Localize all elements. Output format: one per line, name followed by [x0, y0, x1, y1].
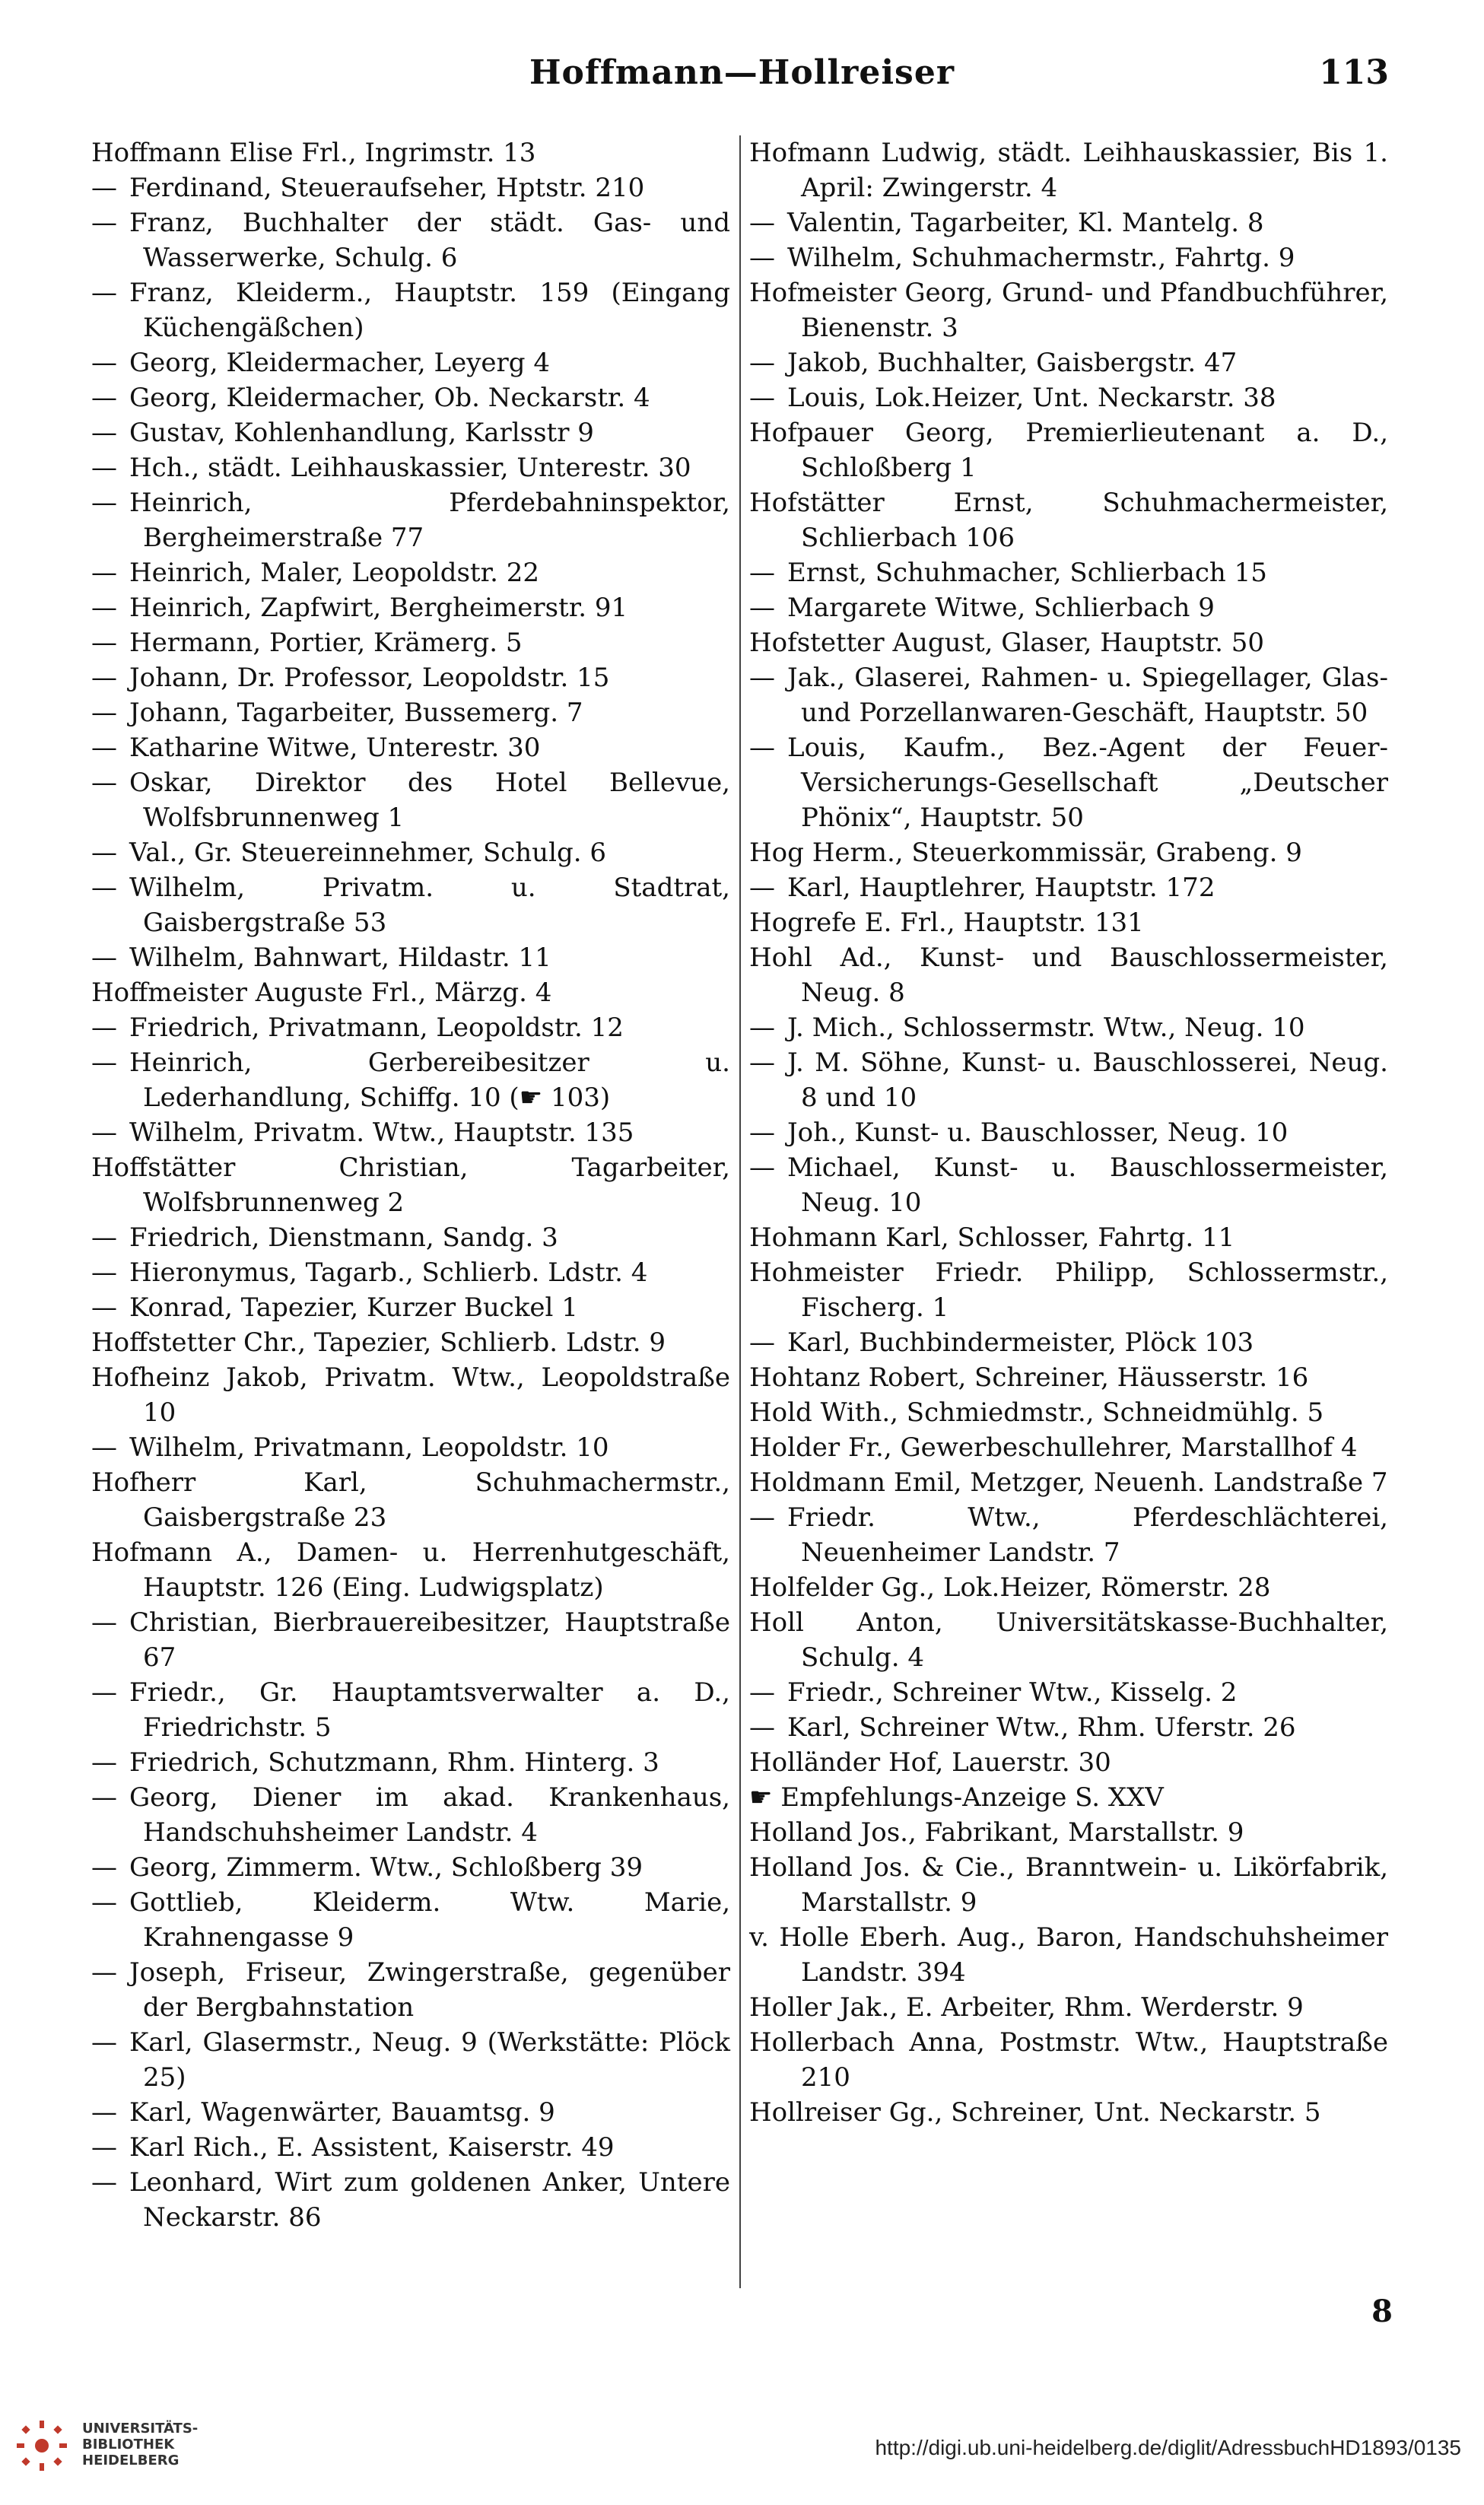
repeat-name-dash: — — [91, 628, 117, 658]
repeat-name-dash: — — [91, 173, 117, 203]
directory-entry — [749, 1570, 1388, 1605]
directory-entry — [91, 450, 730, 485]
entry-text: Hieronymus, Tagarb., Schlierb. Ldstr. 4 — [129, 1257, 648, 1288]
repeat-name-dash: — — [91, 558, 117, 588]
entry-text: Franz, Buchhalter der städt. Gas- und Wasserwerke, Schulg. 6 — [129, 208, 730, 273]
entry-text: Hollreiser Gg., Schreiner, Unt. Neckarstr. 5 — [749, 2097, 1321, 2128]
library-name-line: BIBLIOTHEK — [82, 2437, 175, 2453]
directory-entry — [749, 1115, 1388, 1150]
directory-entry — [749, 1605, 1388, 1675]
directory-entry — [91, 380, 730, 415]
directory-entry — [91, 485, 730, 555]
repeat-name-dash: — — [749, 1677, 775, 1708]
entry-text: Georg, Kleidermacher, Ob. Neckarstr. 4 — [129, 383, 650, 413]
repeat-name-dash: — — [91, 1257, 117, 1288]
source-url-link[interactable]: http://digi.ub.uni-heidelberg.de/diglit/AdressbuchHD1893/0135 — [875, 2436, 1461, 2459]
directory-entry — [749, 1360, 1388, 1395]
entry-text: Oskar, Direktor des Hotel Bellevue, Wolfsbrunnenweg 1 — [129, 768, 730, 833]
directory-entry — [91, 1290, 730, 1325]
directory-entry — [91, 1955, 730, 2025]
directory-entry — [91, 345, 730, 380]
entry-text: Jak., Glaserei, Rahmen- u. Spiegellager, Glas- und Porzellanwaren-Geschäft, Hauptstr. 50 — [787, 663, 1388, 728]
library-name — [82, 2421, 198, 2468]
repeat-name-dash: — — [91, 663, 117, 693]
entry-text: Holland Jos. & Cie., Branntwein- u. Likörfabrik, Marstallstr. 9 — [749, 1852, 1388, 1918]
directory-entry — [749, 1255, 1388, 1325]
entry-text: Michael, Kunst- u. Bauschlossermeister, Neug. 10 — [787, 1152, 1388, 1218]
entry-text: Jakob, Buchhalter, Gaisbergstr. 47 — [787, 348, 1238, 378]
entry-text: Friedrich, Dienstmann, Sandg. 3 — [129, 1222, 558, 1253]
directory-entry — [749, 275, 1388, 345]
repeat-name-dash: — — [91, 1222, 117, 1253]
entry-text: Friedrich, Privatmann, Leopoldstr. 12 — [129, 1012, 624, 1043]
directory-entry — [91, 555, 730, 590]
directory-entry — [91, 2165, 730, 2235]
repeat-name-dash: — — [749, 733, 775, 763]
entry-text: Hohl Ad., Kunst- und Bauschlossermeister, Neug. 8 — [749, 943, 1388, 1008]
repeat-name-dash: — — [749, 1012, 775, 1043]
directory-entry — [91, 1675, 730, 1745]
repeat-name-dash: — — [749, 1117, 775, 1148]
entry-text: Hoffmann Elise Frl., Ingrimstr. 13 — [91, 138, 536, 168]
repeat-name-dash: — — [749, 208, 775, 238]
entry-text: Georg, Kleidermacher, Leyerg 4 — [129, 348, 550, 378]
entry-text: Hollerbach Anna, Postmstr. Wtw., Hauptstraße 210 — [749, 2027, 1388, 2093]
entry-text: Holler Jak., E. Arbeiter, Rhm. Werderstr. 9 — [749, 1992, 1304, 2023]
directory-entry — [91, 940, 730, 975]
repeat-name-dash: — — [91, 593, 117, 623]
entry-text: Hch., städt. Leihhauskassier, Unterestr. 30 — [129, 453, 691, 483]
directory-entry — [91, 835, 730, 870]
repeat-name-dash: — — [91, 208, 117, 238]
entry-text: Holländer Hof, Lauerstr. 30 — [749, 1747, 1111, 1778]
directory-entry — [749, 1990, 1388, 2025]
entry-text: Wilhelm, Privatmann, Leopoldstr. 10 — [129, 1432, 609, 1463]
repeat-name-dash: — — [91, 383, 117, 413]
repeat-name-dash: — — [91, 1012, 117, 1043]
repeat-name-dash: — — [749, 348, 775, 378]
directory-entry — [749, 1150, 1388, 1220]
entry-text: Karl Rich., E. Assistent, Kaiserstr. 49 — [129, 2132, 615, 2163]
entry-text: Holl Anton, Universitätskasse-Buchhalter, Schulg. 4 — [749, 1607, 1388, 1673]
entry-text: Hoffstetter Chr., Tapezier, Schlierb. Ldstr. 9 — [91, 1327, 666, 1358]
entry-text: Louis, Lok.Heizer, Unt. Neckarstr. 38 — [787, 383, 1276, 413]
entry-text: Karl, Glasermstr., Neug. 9 (Werkstätte: Plöck 25) — [129, 2027, 730, 2093]
entry-text: Hofstätter Ernst, Schuhmachermeister, Schlierbach 106 — [749, 488, 1388, 553]
entry-text: v. Holle Eberh. Aug., Baron, Handschuhsheimer Landstr. 394 — [749, 1922, 1388, 1988]
directory-entry — [91, 1430, 730, 1465]
repeat-name-dash: — — [91, 278, 117, 308]
directory-entry — [91, 625, 730, 660]
directory-entry — [749, 1920, 1388, 1990]
entry-text: Hermann, Portier, Krämerg. 5 — [129, 628, 523, 658]
directory-entry — [91, 1850, 730, 1885]
repeat-name-dash: — — [91, 1747, 117, 1778]
directory-entry — [91, 1115, 730, 1150]
entry-text: Wilhelm, Privatm. Wtw., Hauptstr. 135 — [129, 1117, 634, 1148]
directory-entry — [91, 1360, 730, 1430]
entry-text: Ernst, Schuhmacher, Schlierbach 15 — [787, 558, 1267, 588]
entry-text: Ferdinand, Steueraufseher, Hptstr. 210 — [129, 173, 645, 203]
repeat-name-dash: — — [91, 1957, 117, 1988]
repeat-name-dash: — — [91, 1852, 117, 1883]
repeat-name-dash: — — [91, 418, 117, 448]
directory-entry — [749, 590, 1388, 625]
repeat-name-dash: — — [91, 1432, 117, 1463]
directory-entry — [749, 205, 1388, 240]
entry-text: Joseph, Friseur, Zwingerstraße, gegenüber der Bergbahnstation — [129, 1957, 730, 2023]
repeat-name-dash: — — [91, 488, 117, 518]
entry-text: Hoffstätter Christian, Tagarbeiter, Wolfsbrunnenweg 2 — [91, 1152, 730, 1218]
entry-text: Margarete Witwe, Schlierbach 9 — [787, 593, 1215, 623]
directory-entry — [749, 2095, 1388, 2130]
directory-entry — [749, 1010, 1388, 1045]
directory-entry — [749, 1850, 1388, 1920]
entry-text: Hofmann A., Damen- u. Herrenhutgeschäft, Hauptstr. 126 (Eing. Ludwigsplatz) — [91, 1537, 730, 1603]
entry-text: Heinrich, Gerbereibesitzer u. Lederhandlung, Schiffg. 10 (☛ 103) — [129, 1047, 730, 1113]
repeat-name-dash: — — [91, 1887, 117, 1918]
directory-entry — [91, 1325, 730, 1360]
directory-entry — [91, 1220, 730, 1255]
entry-text: Gustav, Kohlenhandlung, Karlsstr 9 — [129, 418, 594, 448]
repeat-name-dash: — — [749, 1712, 775, 1743]
entry-text: Louis, Kaufm., Bez.-Agent der Feuer-Versicherungs-Gesellschaft „Deutscher Phönix“, Hauptstr. 50 — [787, 733, 1388, 833]
entry-text: Holfelder Gg., Lok.Heizer, Römerstr. 28 — [749, 1572, 1271, 1603]
entry-text: Friedr., Gr. Hauptamtsverwalter a. D., Friedrichstr. 5 — [129, 1677, 730, 1743]
entry-text: Wilhelm, Schuhmachermstr., Fahrtg. 9 — [787, 243, 1295, 273]
repeat-name-dash: — — [91, 2167, 117, 2198]
page-footer — [0, 2404, 1484, 2495]
entry-text: Karl, Schreiner Wtw., Rhm. Uferstr. 26 — [787, 1712, 1296, 1743]
entry-text: Hohtanz Robert, Schreiner, Häusserstr. 16 — [749, 1362, 1309, 1393]
library-name-line: UNIVERSITÄTS- — [82, 2421, 199, 2437]
directory-entry — [749, 1710, 1388, 1745]
directory-entry — [749, 940, 1388, 1010]
directory-entry — [91, 660, 730, 695]
directory-entry — [749, 905, 1388, 940]
directory-entry — [91, 1010, 730, 1045]
directory-entry — [91, 1045, 730, 1115]
directory-entry — [91, 170, 730, 205]
entry-text: Karl, Hauptlehrer, Hauptstr. 172 — [787, 873, 1215, 903]
entry-text: Georg, Diener im akad. Krankenhaus, Handschuhsheimer Landstr. 4 — [129, 1782, 730, 1848]
directory-entry — [91, 1535, 730, 1605]
repeat-name-dash: — — [91, 698, 117, 728]
entry-text: Valentin, Tagarbeiter, Kl. Mantelg. 8 — [787, 208, 1264, 238]
directory-entry — [749, 240, 1388, 275]
directory-entry — [749, 1045, 1388, 1115]
entry-text: Heinrich, Pferdebahninspektor, Bergheimerstraße 77 — [129, 488, 730, 553]
directory-entry — [749, 1395, 1388, 1430]
entry-text: Hofmann Ludwig, städt. Leihhauskassier, Bis 1. April: Zwingerstr. 4 — [749, 138, 1388, 203]
directory-entry — [749, 1815, 1388, 1850]
directory-entry — [749, 1430, 1388, 1465]
repeat-name-dash: — — [91, 1607, 117, 1638]
repeat-name-dash: — — [749, 243, 775, 273]
page-number: 113 — [1319, 53, 1389, 92]
directory-entry — [91, 205, 730, 275]
directory-entry — [91, 870, 730, 940]
repeat-name-dash: — — [91, 1117, 117, 1148]
directory-entry — [91, 1745, 730, 1780]
directory-entry — [91, 275, 730, 345]
directory-entry — [749, 835, 1388, 870]
directory-entry — [749, 1675, 1388, 1710]
entry-text: Hog Herm., Steuerkommissär, Grabeng. 9 — [749, 838, 1302, 868]
repeat-name-dash: — — [749, 1047, 775, 1078]
entry-text: Hogrefe E. Frl., Hauptstr. 131 — [749, 908, 1144, 938]
directory-entry — [91, 1465, 730, 1535]
repeat-name-dash: — — [749, 558, 775, 588]
repeat-name-dash: — — [91, 733, 117, 763]
directory-entry — [749, 660, 1388, 730]
directory-entry — [749, 1465, 1388, 1500]
directory-entry — [91, 2095, 730, 2130]
directory-entry — [91, 975, 730, 1010]
entry-text: Wilhelm, Privatm. u. Stadtrat, Gaisbergstraße 53 — [129, 873, 730, 938]
repeat-name-dash: — — [91, 1292, 117, 1323]
entry-text: Hohmeister Friedr. Philipp, Schlossermstr., Fischerg. 1 — [749, 1257, 1388, 1323]
directory-entry — [91, 2025, 730, 2095]
repeat-name-dash: — — [749, 873, 775, 903]
entry-text: Holdmann Emil, Metzger, Neuenh. Landstraße 7 — [749, 1467, 1388, 1498]
running-title: Hoffmann—Hollreiser — [529, 53, 955, 92]
entry-text: J. M. Söhne, Kunst- u. Bauschlosserei, Neug. 8 und 10 — [787, 1047, 1388, 1113]
directory-entry — [749, 135, 1388, 205]
entry-text: Hofherr Karl, Schuhmachermstr., Gaisbergstraße 23 — [91, 1467, 730, 1533]
entry-text: Hofmeister Georg, Grund- und Pfandbuchführer, Bienenstr. 3 — [749, 278, 1388, 343]
right-column — [749, 135, 1388, 2130]
directory-entry — [91, 695, 730, 730]
directory-entry — [749, 1220, 1388, 1255]
entry-text: Holder Fr., Gewerbeschullehrer, Marstallhof 4 — [749, 1432, 1358, 1463]
directory-entry — [91, 1255, 730, 1290]
entry-text: Katharine Witwe, Unterestr. 30 — [129, 733, 541, 763]
library-name-line: HEIDELBERG — [82, 2453, 180, 2468]
entry-text: Karl, Wagenwärter, Bauamtsg. 9 — [129, 2097, 555, 2128]
entry-text: Heinrich, Zapfwirt, Bergheimerstr. 91 — [129, 593, 628, 623]
entry-text: Friedrich, Schutzmann, Rhm. Hinterg. 3 — [129, 1747, 659, 1778]
entry-text: Johann, Tagarbeiter, Bussemerg. 7 — [129, 698, 583, 728]
directory-entry — [91, 590, 730, 625]
repeat-name-dash: — — [749, 663, 775, 693]
repeat-name-dash: — — [749, 1327, 775, 1358]
entry-text: Hofpauer Georg, Premierlieutenant a. D., Schloßberg 1 — [749, 418, 1388, 483]
entry-text: Friedr. Wtw., Pferdeschlächterei, Neuenheimer Landstr. 7 — [787, 1502, 1388, 1568]
directory-entry — [749, 1325, 1388, 1360]
entry-text: Franz, Kleiderm., Hauptstr. 159 (Eingang Küchengäßchen) — [129, 278, 730, 343]
directory-entry — [91, 1605, 730, 1675]
entry-text: Hofheinz Jakob, Privatm. Wtw., Leopoldstraße 10 — [91, 1362, 730, 1428]
entry-text: Heinrich, Maler, Leopoldstr. 22 — [129, 558, 539, 588]
entry-text: Holland Jos., Fabrikant, Marstallstr. 9 — [749, 1817, 1244, 1848]
repeat-name-dash: — — [91, 768, 117, 798]
entry-text: Konrad, Tapezier, Kurzer Buckel 1 — [129, 1292, 578, 1323]
repeat-name-dash: — — [91, 348, 117, 378]
university-library-logo-icon — [15, 2419, 68, 2472]
directory-entry — [749, 870, 1388, 905]
entry-text: Wilhelm, Bahnwart, Hildastr. 11 — [129, 943, 551, 973]
directory-entry — [749, 1745, 1388, 1780]
entry-text: Hoffmeister Auguste Frl., Märzg. 4 — [91, 978, 552, 1008]
directory-entry — [91, 1780, 730, 1850]
repeat-name-dash: — — [91, 873, 117, 903]
directory-entry — [91, 765, 730, 835]
directory-entry — [749, 555, 1388, 590]
entry-text: Hofstetter August, Glaser, Hauptstr. 50 — [749, 628, 1265, 658]
directory-entry — [749, 1780, 1388, 1815]
directory-entry — [749, 345, 1388, 380]
repeat-name-dash: — — [91, 2132, 117, 2163]
entry-text: ☛ Empfehlungs-Anzeige S. XXV — [749, 1782, 1164, 1813]
directory-entry — [749, 1500, 1388, 1570]
left-column — [91, 135, 730, 2235]
entry-text: Val., Gr. Steuereinnehmer, Schulg. 6 — [129, 838, 606, 868]
signature-mark: 8 — [1371, 2294, 1393, 2329]
repeat-name-dash: — — [91, 1677, 117, 1708]
page-header — [0, 47, 1484, 108]
repeat-name-dash: — — [749, 1502, 775, 1533]
directory-entry — [749, 730, 1388, 835]
entry-text: Gottlieb, Kleiderm. Wtw. Marie, Krahnengasse 9 — [129, 1887, 730, 1953]
entry-text: Johann, Dr. Professor, Leopoldstr. 15 — [129, 663, 610, 693]
repeat-name-dash: — — [91, 2097, 117, 2128]
entry-text: Hold With., Schmiedmstr., Schneidmühlg. 5 — [749, 1397, 1324, 1428]
entry-text: Hohmann Karl, Schlosser, Fahrtg. 11 — [749, 1222, 1235, 1253]
entry-text: J. Mich., Schlossermstr. Wtw., Neug. 10 — [787, 1012, 1305, 1043]
directory-entry — [749, 485, 1388, 555]
repeat-name-dash: — — [749, 383, 775, 413]
entry-text: Karl, Buchbindermeister, Plöck 103 — [787, 1327, 1254, 1358]
entry-text: Christian, Bierbrauereibesitzer, Hauptstraße 67 — [129, 1607, 730, 1673]
directory-entry — [91, 730, 730, 765]
directory-entry — [91, 2130, 730, 2165]
repeat-name-dash: — — [749, 593, 775, 623]
repeat-name-dash: — — [91, 453, 117, 483]
repeat-name-dash: — — [91, 1782, 117, 1813]
directory-entry — [91, 1150, 730, 1220]
repeat-name-dash: — — [91, 943, 117, 973]
directory-entry — [749, 2025, 1388, 2095]
directory-entry — [749, 380, 1388, 415]
directory-entry — [91, 135, 730, 170]
repeat-name-dash: — — [91, 838, 117, 868]
directory-entry — [749, 625, 1388, 660]
repeat-name-dash: — — [749, 1152, 775, 1183]
directory-entry — [91, 415, 730, 450]
repeat-name-dash: — — [91, 1047, 117, 1078]
directory-entry — [749, 415, 1388, 485]
repeat-name-dash: — — [91, 2027, 117, 2058]
entry-text: Georg, Zimmerm. Wtw., Schloßberg 39 — [129, 1852, 643, 1883]
entry-text: Joh., Kunst- u. Bauschlosser, Neug. 10 — [787, 1117, 1289, 1148]
column-divider — [739, 135, 741, 2288]
directory-entry — [91, 1885, 730, 1955]
entry-text: Leonhard, Wirt zum goldenen Anker, Untere Neckarstr. 86 — [129, 2167, 730, 2233]
entry-text: Friedr., Schreiner Wtw., Kisselg. 2 — [787, 1677, 1238, 1708]
